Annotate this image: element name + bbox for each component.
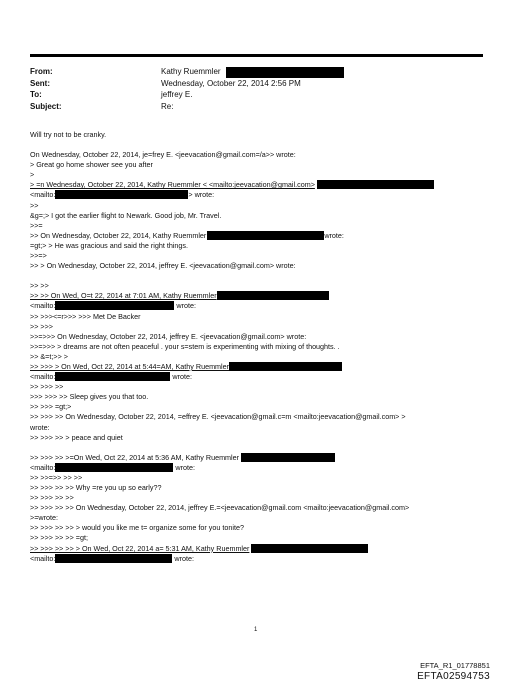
from-value	[161, 67, 344, 78]
body-line: >> >>> >> >> > would you like me t= organize some for you tonite?	[30, 523, 244, 533]
header-rule	[30, 54, 483, 57]
body-text: > =n Wednesday, October 22, 2014, Kathy Ruemmler < <mailto:jeevacation@gmail.com>	[30, 180, 315, 190]
body-line: Will try not to be cranky.	[30, 130, 107, 139]
body-text: >> >>> >> >> > On Wed, Oct 22, 2014 a= 5:31 AM, Kathy Ruemmler	[30, 543, 250, 553]
body-line: >> > On Wednesday, October 22, 2014, jeffrey E. <jeevacation@gmail.com> wrote:	[30, 261, 296, 271]
body-line: >>=>	[30, 251, 47, 261]
body-line: >> >>><=r>>> >>> Met De Backer	[30, 311, 141, 321]
body-text: wrote:	[174, 553, 194, 563]
body-line	[30, 453, 490, 463]
body-line: >=wrote:	[30, 513, 58, 523]
body-line	[30, 231, 490, 241]
body-line	[30, 372, 490, 382]
body-line: >> >>> >> >>	[30, 493, 74, 503]
redaction-block	[317, 180, 434, 189]
body-text: <mailto:	[30, 190, 56, 200]
page-number: 1	[254, 627, 258, 633]
redaction-block	[55, 190, 188, 199]
body-text: >> On Wednesday, October 22, 2014, Kathy Ruemmler	[30, 230, 207, 240]
body-line: >> >>> >> >> On Wednesday, October 22, 2014, jeffrey E.=<jeevacation@gmail.com <mailto:jeevacation@gmail.com>	[30, 503, 410, 513]
from-label: From:	[30, 67, 53, 76]
body-line: >> >>> >> On Wednesday, October 22, 2014, =effrey E. <jeevacation@gmail.c=m <mailto:jeevacation@gmail.com> >	[30, 412, 406, 422]
redaction-block	[55, 463, 173, 472]
body-line	[30, 190, 490, 200]
email-body	[30, 130, 490, 564]
redaction-block	[251, 544, 368, 553]
body-text: >> >>> > On Wed, Oct 22, 2014 at 5:44=AM, Kathy Ruemmler	[30, 361, 230, 371]
body-line: =gt;> > He was gracious and said the right things.	[30, 240, 189, 250]
body-text: <mailto:	[30, 462, 56, 472]
body-text: > wrote:	[188, 190, 215, 200]
body-text: <mailto:	[30, 553, 56, 563]
redaction-block	[207, 231, 324, 240]
body-line: >> >>	[30, 281, 49, 291]
redaction-block	[217, 291, 329, 300]
body-line: &g=;> I got the earlier flight to Newark. Good job, Mr. Travel.	[30, 210, 222, 220]
body-line: >>=>>> On Wednesday, October 22, 2014, jeffrey E. <jeevacation@gmail.com> wrote:	[30, 331, 307, 341]
body-line: On Wednesday, October 22, 2014, je=frey E. <jeevacation@gmail.com=/a>> wrote:	[30, 150, 296, 160]
body-line: >>> >>> >> Sleep gives you that too.	[30, 392, 149, 402]
body-text: >> >> On Wed, O=t 22, 2014 at 7:01 AM, Kathy Ruemmler	[30, 291, 217, 301]
body-line: > Great go home shower see you after	[30, 160, 153, 170]
body-line: >> &=t;>> >	[30, 351, 68, 361]
body-line: >> >>> >>	[30, 382, 64, 392]
redaction-block	[55, 372, 170, 381]
sent-value: Wednesday, October 22, 2014 2:56 PM	[161, 79, 301, 88]
body-line: >> >>> >> >> Why =re you up so early??	[30, 483, 162, 492]
body-line: >>=	[30, 220, 43, 230]
body-text: wrote:	[172, 372, 192, 382]
redaction-block	[55, 301, 174, 310]
body-line	[30, 544, 490, 554]
body-text: wrote:	[176, 301, 196, 311]
body-line: >	[30, 170, 35, 180]
body-line	[30, 554, 490, 564]
redaction-block	[55, 554, 172, 563]
body-line: >> >>=>> >> >>	[30, 472, 83, 482]
subject-value: Re:	[161, 102, 174, 111]
bates-id-large: EFTA02594753	[417, 671, 490, 682]
body-text: >> >>> >> >=On Wed, Oct 22, 2014 at 5:36 AM, Kathy Ruemmler	[30, 452, 240, 462]
body-line: >>	[30, 200, 39, 210]
redaction-block	[241, 453, 335, 462]
from-name: Kathy Ruemmler	[161, 67, 221, 76]
body-line: >> >>> >> >> =gt;	[30, 533, 88, 543]
body-line: wrote:	[30, 422, 50, 432]
body-line: >> >>> >> > peace and quiet	[30, 432, 123, 442]
redaction-block	[229, 362, 342, 371]
body-line	[30, 362, 490, 372]
redaction-block	[226, 67, 344, 78]
body-text: wrote:	[175, 462, 195, 472]
body-line: >>=>>> > dreams are not often peaceful . your s=stem is experimenting with mixing of thoughts. .	[30, 341, 340, 351]
body-line	[30, 291, 490, 301]
body-line	[30, 180, 490, 190]
body-line	[30, 301, 490, 311]
to-label: To:	[30, 90, 42, 99]
body-text: <mailto:	[30, 372, 56, 382]
body-text: <mailto:	[30, 301, 56, 311]
body-line: >> >>>	[30, 321, 53, 331]
subject-label: Subject:	[30, 102, 62, 111]
body-line: >> >>> =gt;>	[30, 402, 72, 412]
to-value: jeffrey E.	[161, 90, 193, 99]
bates-id-small: EFTA_R1_01778851	[420, 661, 490, 670]
body-line	[30, 463, 490, 473]
body-text: wrote:	[324, 230, 344, 240]
sent-label: Sent:	[30, 79, 50, 88]
